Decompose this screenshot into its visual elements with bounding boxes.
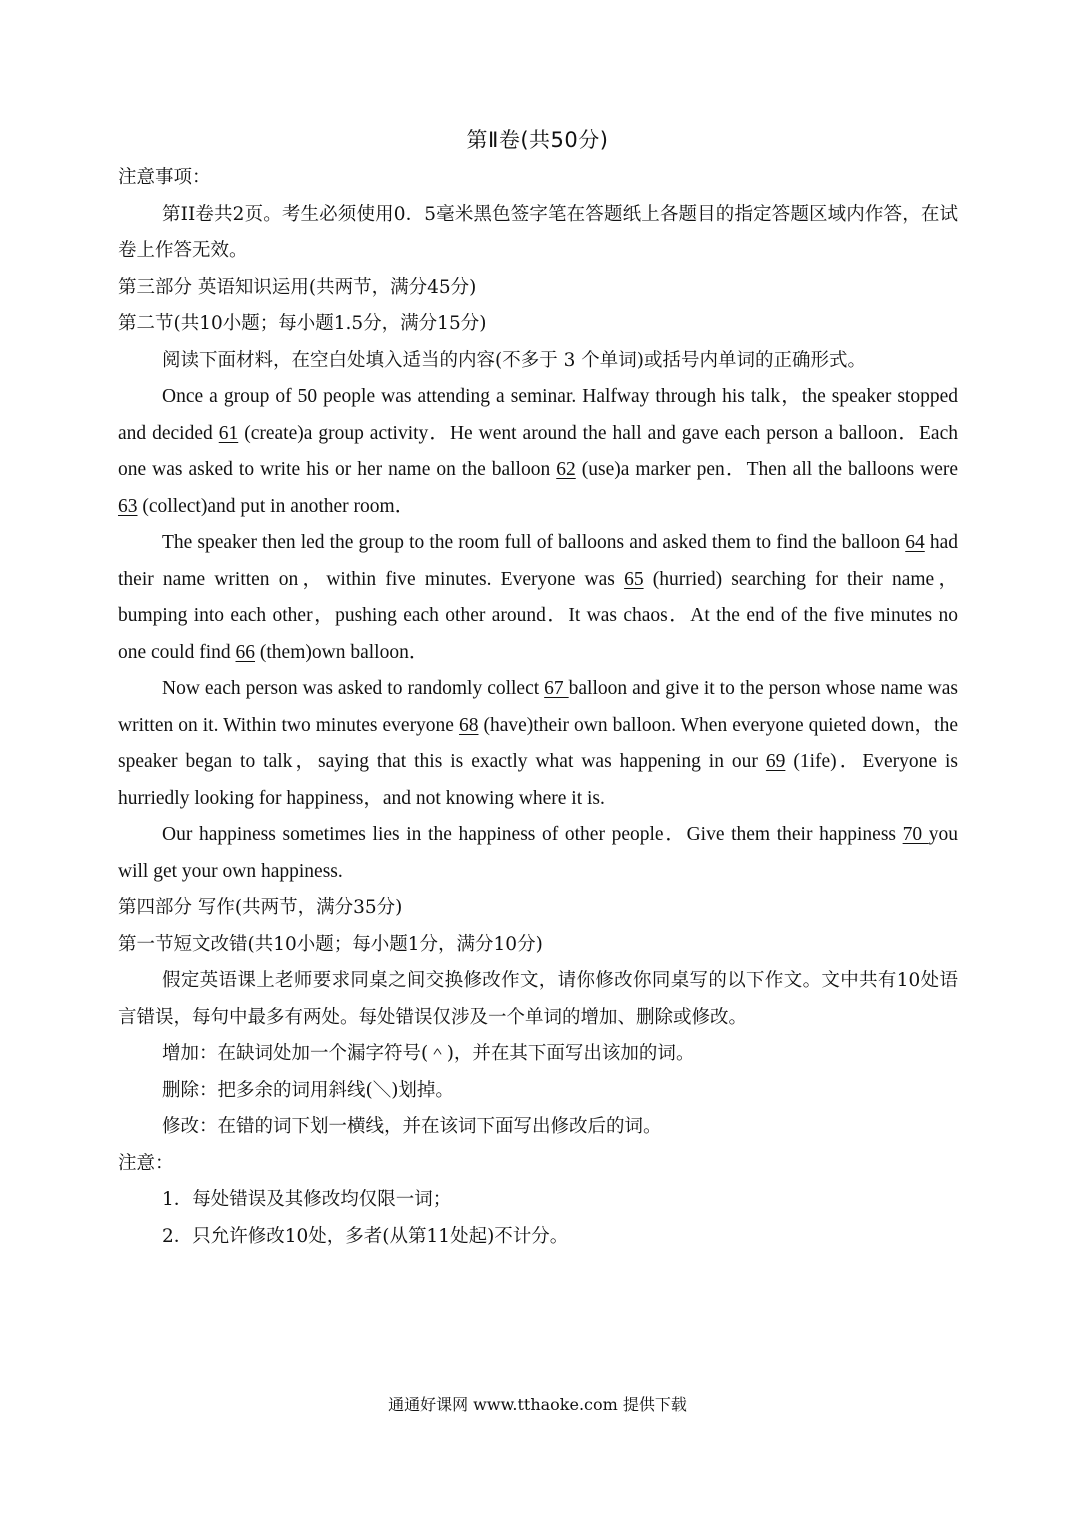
instruction-text: 阅读下面材料，在空白处填入适当的内容(不多于 3 个单词)或括号内单词的正确形式。 <box>162 349 866 371</box>
notice-heading: 注意事项： <box>118 167 211 188</box>
correction-intro: 假定英语课上老师要求同桌之间交换修改作文，请你修改你同桌写的以下作文。文中共有10处语言错误，每句中最多有两处。每处错误仅涉及一个单词的增加、删除或修改。 <box>118 970 958 1028</box>
part3-heading: 第三部分 英语知识运用(共两节，满分45分) <box>118 276 477 298</box>
passage-text: balloon and give it to the person whose name was written on it. Within two minutes everyone <box>118 678 958 736</box>
blank-62: 62 <box>556 459 576 480</box>
blank-64: 64 <box>905 532 925 553</box>
passage-text: (hurried) searching for their name，bumping into each other，pushing each other around．It was chaos．At the end of the five minutes no one could find <box>118 568 958 663</box>
rule-modify: 修改：在错的词下划一横线，并在该词下面写出修改后的词。 <box>162 1116 662 1137</box>
passage-text: (collect)and put in another room． <box>137 495 415 517</box>
blank-67: 67 <box>544 678 569 699</box>
passage-text: (create)a group activity．He went around the hall and gave each person a balloon．Each one was asked to write his or her name on the balloon <box>118 422 958 480</box>
blank-63: 63 <box>118 495 138 517</box>
notice-text: 第II卷共2页。考生必须使用0．5毫米黑色签字笔在答题纸上各题目的指定答题区域内作答，在试卷上作答无效。 <box>118 203 958 261</box>
passage-paragraph-1 <box>118 379 958 525</box>
part4-heading: 第四部分 写作(共两节，满分35分) <box>118 897 403 918</box>
passage-text: you will get your own happiness. <box>118 824 959 882</box>
attention-heading: 注意： <box>118 1152 174 1174</box>
passage-text: Our happiness sometimes lies in the happiness of other people．Give them their happiness <box>162 824 903 845</box>
passage-text: The speaker then led the group to the room full of balloons and asked them to find the balloon <box>162 532 906 553</box>
rule-add: 增加：在缺词处加一个漏字符号(＾)，并在其下面写出该加的词。 <box>162 1043 695 1064</box>
passage-text: Now each person was asked to randomly collect <box>162 678 545 699</box>
passage-text: (use)a marker pen．Then all the balloons were <box>575 459 958 480</box>
section2-heading: 第二节(共10小题；每小题1.5分，满分15分) <box>118 313 487 334</box>
passage-paragraph-3 <box>118 671 958 817</box>
page-title: 第Ⅱ卷(共50分) <box>466 128 609 152</box>
rule-delete: 删除：把多余的词用斜线(＼)划掉。 <box>162 1079 454 1101</box>
blank-70: 70 <box>902 824 929 845</box>
attention-item-1: 1．每处错误及其修改均仅限一词； <box>162 1189 452 1210</box>
passage-text: (them)own balloon． <box>255 641 429 663</box>
blank-69: 69 <box>765 751 786 772</box>
passage-text: (have)their own balloon. When everyone quieted down，the speaker began to talk，saying that this is exactly what was happening in our <box>118 714 958 772</box>
page-footer: 通通好课网 www.tthaoke.com 提供下载 <box>388 1395 687 1414</box>
blank-65: 65 <box>624 568 644 590</box>
section1-heading: 第一节短文改错(共10小题；每小题1分，满分10分) <box>118 933 543 955</box>
blank-68: 68 <box>458 714 479 736</box>
blank-66: 66 <box>235 641 256 663</box>
passage-text: had their name written on，within five minutes. Everyone was <box>118 532 958 590</box>
passage-paragraph-2 <box>118 525 958 671</box>
blank-61: 61 <box>218 422 239 444</box>
passage-text: (1ife)．Everyone is hurriedly looking for happiness，and not knowing where it is. <box>118 751 958 809</box>
page-content <box>118 160 958 1255</box>
attention-item-2: 2．只允许修改10处，多者(从第11处起)不计分。 <box>162 1225 569 1247</box>
passage-text: Once a group of 50 people was attending a seminar. Halfway through his talk，the speaker stopped and decided <box>118 386 958 444</box>
passage-paragraph-4 <box>118 817 958 890</box>
